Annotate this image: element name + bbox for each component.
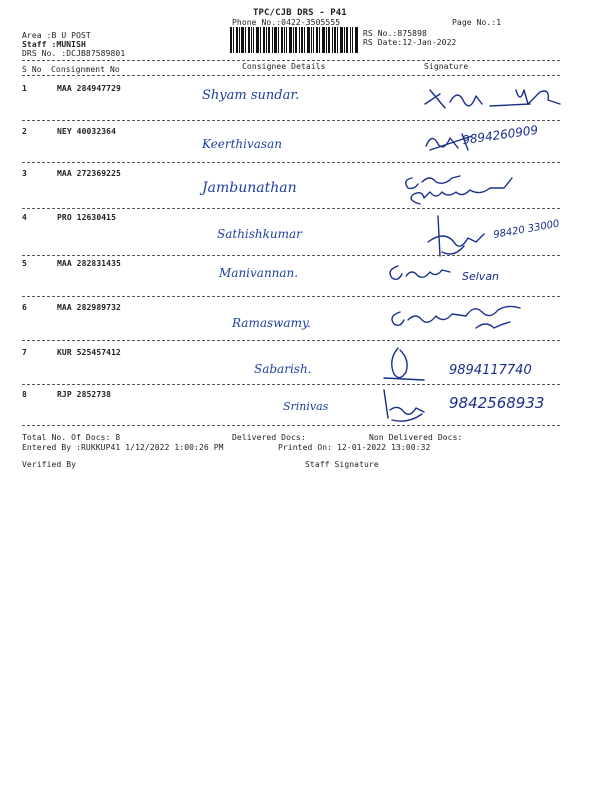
row-consignee-handwritten: Ramaswamy. xyxy=(232,316,311,330)
signature-phone-note: 9842568933 xyxy=(449,394,545,412)
row-sno: 8 xyxy=(22,390,27,399)
drs-number: DRS No. :DCJB87589801 xyxy=(22,49,126,58)
phone-number: Phone No.:0422-3505555 xyxy=(232,18,341,27)
staff-label: Staff :MUNISH xyxy=(22,40,86,49)
signature-phone-note: 9894117740 xyxy=(449,363,532,378)
row-consignment: NEY 40032364 xyxy=(57,127,116,136)
signature-phone-note: 98420 33000 xyxy=(492,218,561,241)
row-sno: 4 xyxy=(22,213,27,222)
divider xyxy=(22,255,560,256)
column-sno: S No xyxy=(22,65,42,74)
signature-mark xyxy=(386,294,536,338)
divider xyxy=(22,384,560,385)
row-consignee-handwritten: Keerthivasan xyxy=(202,137,282,151)
entered-by: Entered By :RUKKUP41 1/12/2022 1:00:26 PM xyxy=(22,443,224,452)
barcode xyxy=(230,27,358,53)
signature-mark xyxy=(384,256,464,286)
signature-mark xyxy=(378,384,444,424)
delivered-docs: Delivered Docs: xyxy=(232,433,306,442)
divider xyxy=(22,340,560,341)
printed-on: Printed On: 12-01-2022 13:00:32 xyxy=(278,443,431,452)
verified-by: Verified By xyxy=(22,460,77,469)
non-delivered-docs: Non Delivered Docs: xyxy=(369,433,463,442)
row-consignment: MAA 284947729 xyxy=(57,84,121,93)
rs-number: RS No.:875898 xyxy=(363,29,427,38)
signature-mark xyxy=(378,344,442,388)
row-consignment: MAA 272369225 xyxy=(57,169,121,178)
column-consignee: Consignee Details xyxy=(242,62,326,71)
divider xyxy=(22,162,560,163)
page-number: Page No.:1 xyxy=(452,18,502,27)
row-sno: 7 xyxy=(22,348,27,357)
row-sno: 1 xyxy=(22,84,27,93)
rs-date: RS Date:12-Jan-2022 xyxy=(363,38,457,47)
row-consignee-handwritten: Sabarish. xyxy=(254,362,312,376)
staff-signature: Staff Signature xyxy=(305,460,379,469)
divider xyxy=(22,60,560,61)
document-title: TPC/CJB DRS - P41 xyxy=(253,8,347,18)
divider xyxy=(22,425,560,426)
signature-name-note: Selvan xyxy=(462,270,500,283)
row-consignee-handwritten: Sathishkumar xyxy=(217,227,302,241)
signature-phone-note: 9894260909 xyxy=(461,122,539,148)
row-sno: 5 xyxy=(22,259,27,268)
row-sno: 6 xyxy=(22,303,27,312)
divider xyxy=(22,208,560,209)
row-consignee-handwritten: Jambunathan xyxy=(202,180,297,196)
row-consignee-handwritten: Manivannan. xyxy=(219,266,299,280)
row-consignment: MAA 282831435 xyxy=(57,259,121,268)
column-signature: Signature xyxy=(424,62,469,71)
row-consignee-handwritten: Srinivas xyxy=(283,400,329,413)
row-consignment: KUR 525457412 xyxy=(57,348,121,357)
signature-mark xyxy=(420,82,570,116)
area-label: Area :B U POST xyxy=(22,31,91,40)
row-consignment: RJP 2852738 xyxy=(57,390,112,399)
row-consignment: MAA 282989732 xyxy=(57,303,121,312)
row-sno: 3 xyxy=(22,169,27,178)
row-consignee-handwritten: Shyam sundar. xyxy=(202,88,300,103)
signature-mark xyxy=(400,164,530,208)
row-consignment: PRO 12630415 xyxy=(57,213,116,222)
row-sno: 2 xyxy=(22,127,27,136)
total-docs: Total No. Of Docs: 8 xyxy=(22,433,121,442)
divider xyxy=(22,75,560,76)
divider xyxy=(22,120,560,121)
column-consignment: Consignment No xyxy=(51,65,120,74)
